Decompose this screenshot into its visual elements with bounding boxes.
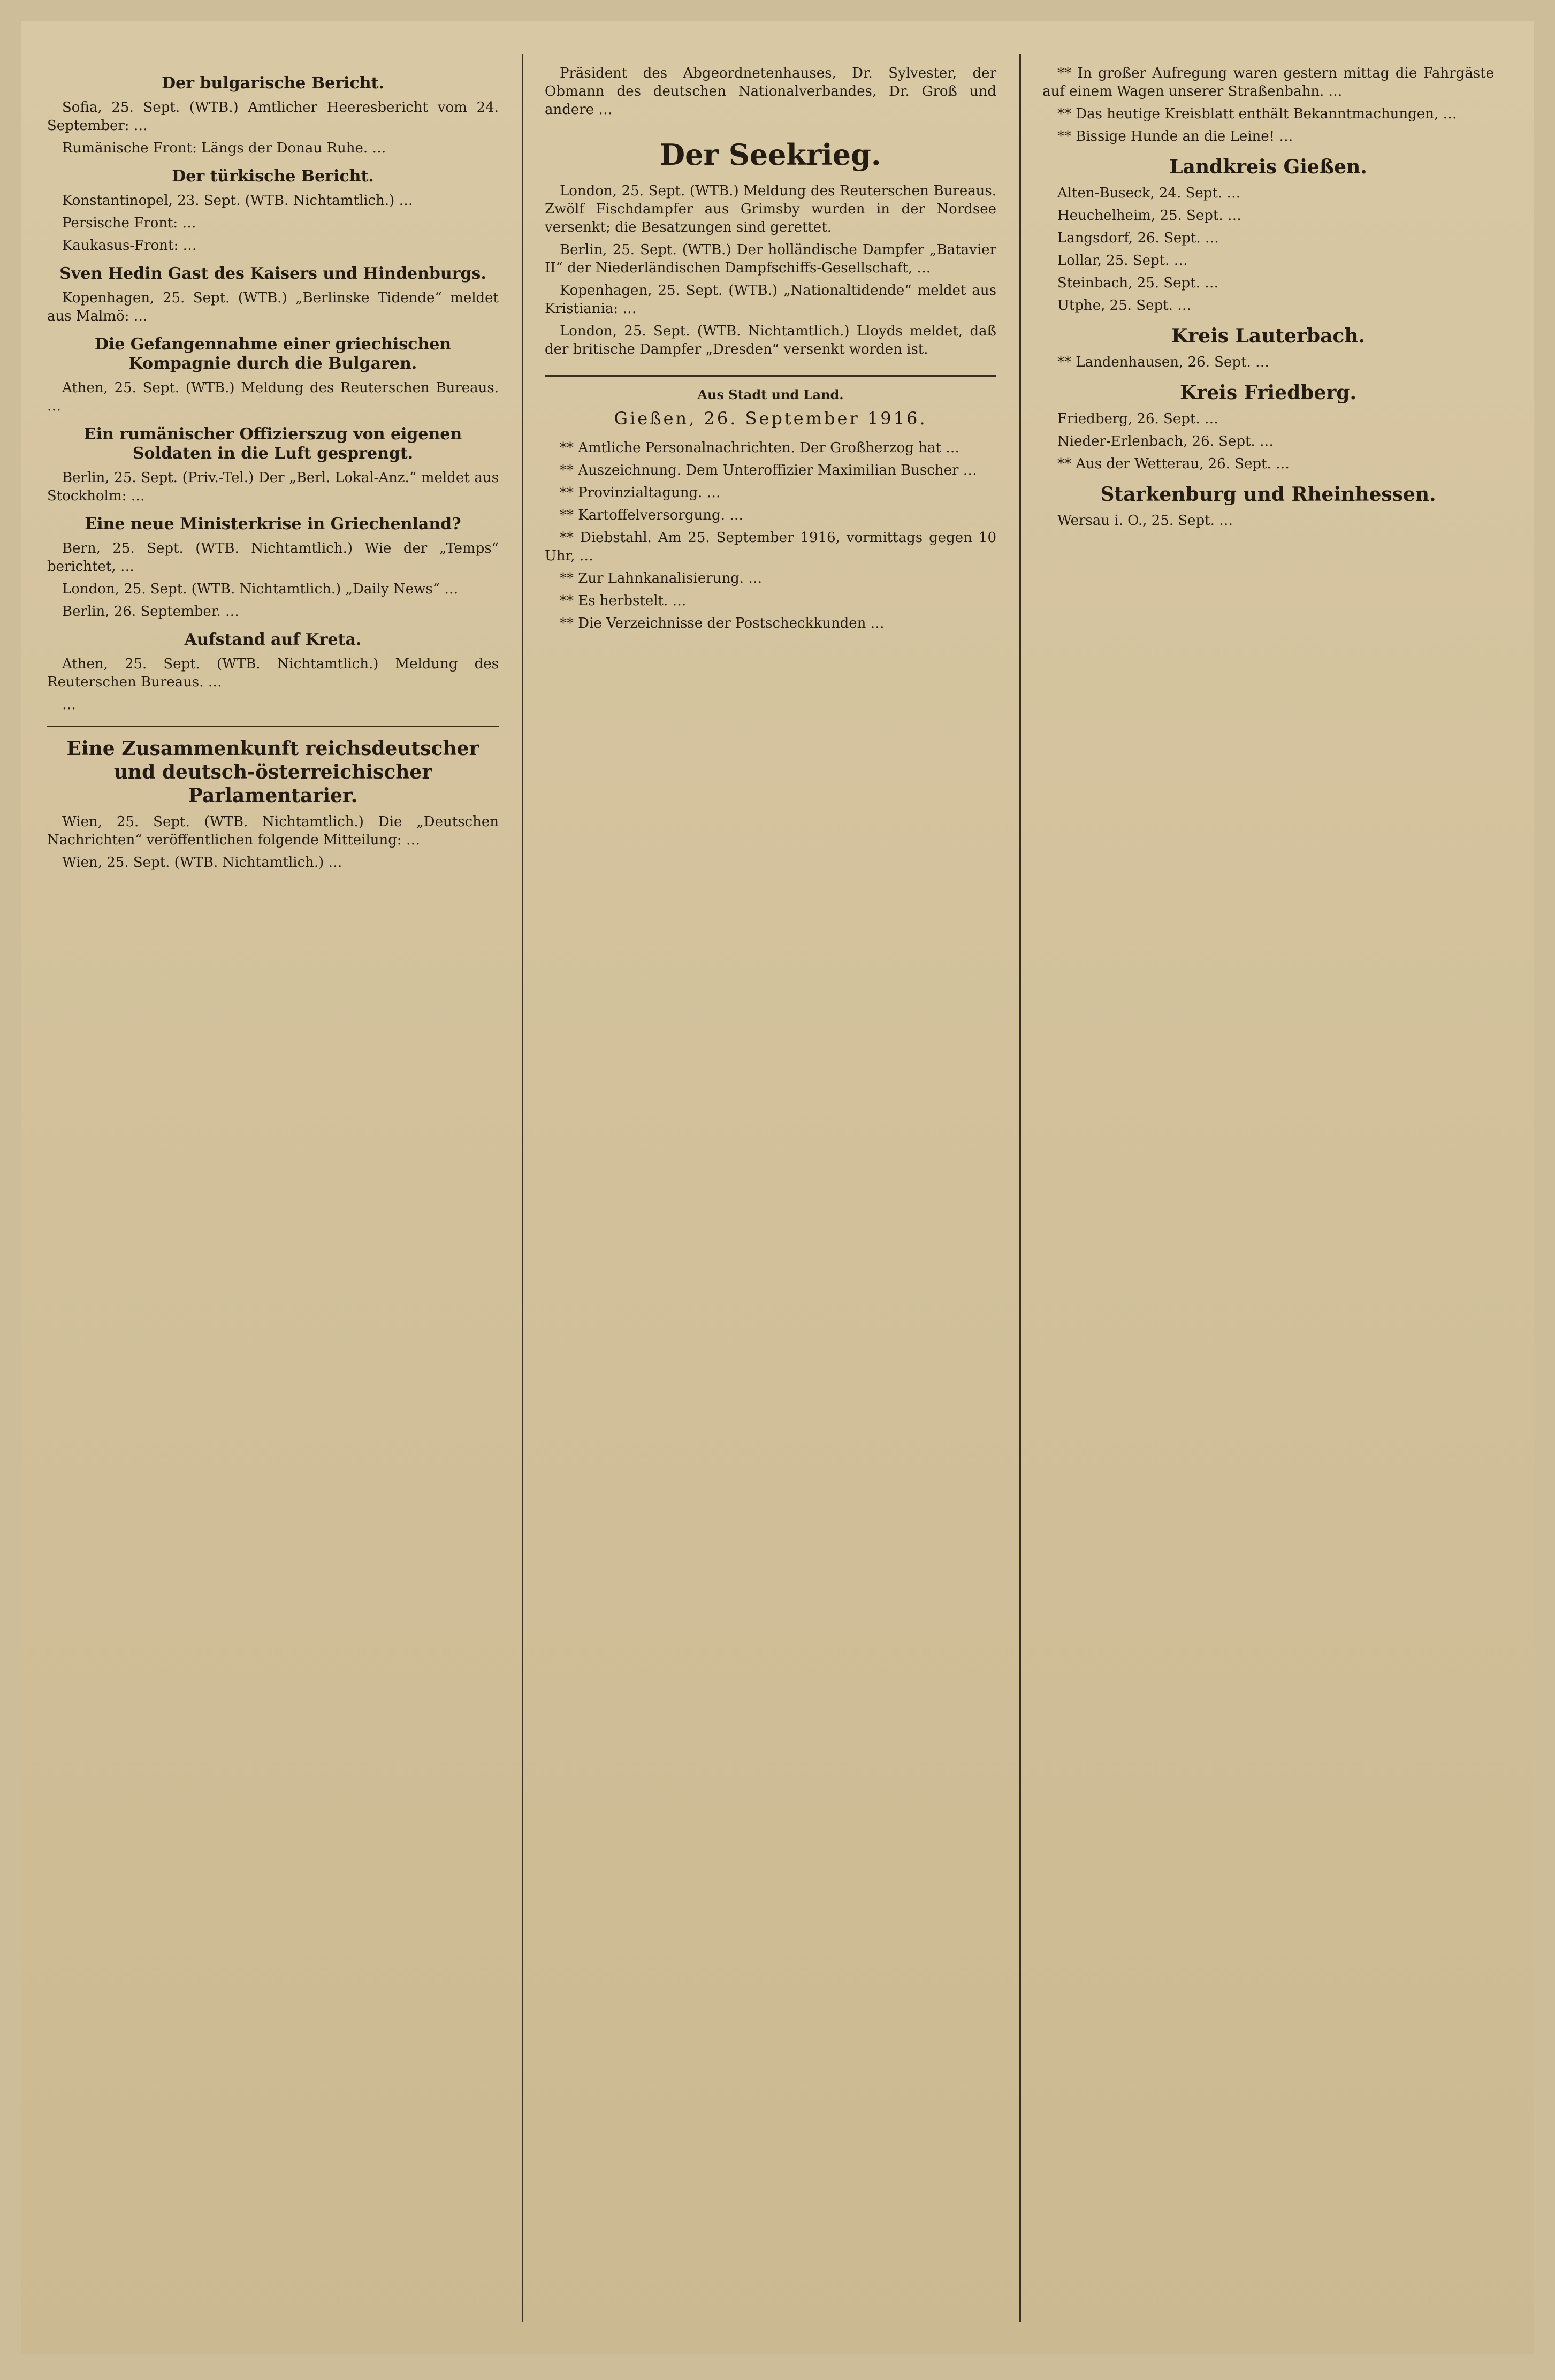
article-paragraph: Wersau i. O., 25. Sept. …: [1057, 513, 1233, 529]
article-paragraph: ** Provinzialtagung. …: [560, 485, 721, 501]
section-divider: [545, 375, 996, 377]
article-heading: Die Gefangennahme einer griechischen Kompagnie durch die Bulgaren.: [94, 335, 452, 373]
article-paragraph: Wien, 25. Sept. (WTB. Nichtamtlich.) …: [62, 855, 342, 871]
article-paragraph: London, 25. Sept. (WTB.) Meldung des Reuterschen Bureaus. Zwölf Fischdampfer aus Grimsby wurden in der Nordsee versenkt; die Besatzungen sind gerettet.: [545, 183, 996, 235]
column-left: [37, 64, 508, 2322]
dateline: Gießen, 26. September 1916.: [614, 408, 927, 429]
article-paragraph: Wien, 25. Sept. (WTB. Nichtamtlich.) Die „Deutschen Nachrichten“ veröffentlichen folgende Mitteilung: …: [47, 814, 499, 848]
article-paragraph: Berlin, 26. September. …: [62, 604, 239, 620]
article-paragraph: Präsident des Abgeordnetenhauses, Dr. Sylvester, der Obmann des deutschen Nationalverbandes, Dr. Groß und andere …: [545, 65, 996, 118]
article-paragraph: Heuchelheim, 25. Sept. …: [1057, 208, 1241, 224]
article-heading: Eine neue Ministerkrise in Griechenland?: [85, 515, 461, 533]
article-paragraph: Friedberg, 26. Sept. …: [1057, 411, 1218, 427]
article-paragraph: ** Amtliche Personalnachrichten. Der Großherzog hat …: [560, 440, 960, 456]
article-paragraph: …: [62, 697, 76, 713]
article-paragraph: Langsdorf, 26. Sept. …: [1057, 230, 1219, 246]
article-paragraph: ** Zur Lahnkanalisierung. …: [560, 570, 763, 586]
article-paragraph: London, 25. Sept. (WTB. Nichtamtlich.) Lloyds meldet, daß der britische Dampfer „Dresden“ versenkt worden ist.: [545, 323, 996, 357]
column-rule: [522, 54, 523, 2322]
article-paragraph: Lollar, 25. Sept. …: [1057, 253, 1188, 269]
article-paragraph: Steinbach, 25. Sept. …: [1057, 275, 1219, 291]
column-right: [1033, 64, 1504, 2322]
section-heading-seekrieg: Der Seekrieg.: [660, 138, 881, 172]
section-heading: Landkreis Gießen.: [1169, 156, 1367, 178]
article-paragraph: Kopenhagen, 25. Sept. (WTB.) „Berlinske Tidende“ meldet aus Malmö: …: [47, 290, 499, 324]
article-heading: Ein rumänischer Offizierszug von eigenen Soldaten in die Luft gesprengt.: [83, 425, 462, 463]
article-paragraph: ** Aus der Wetterau, 26. Sept. …: [1057, 456, 1290, 472]
section-divider: [47, 726, 499, 727]
article-paragraph: Athen, 25. Sept. (WTB.) Meldung des Reuterschen Bureaus. …: [47, 380, 499, 414]
article-heading: Aufstand auf Kreta.: [184, 630, 362, 649]
column-rule: [1019, 54, 1021, 2322]
article-paragraph: Rumänische Front: Längs der Donau Ruhe. …: [62, 140, 386, 156]
article-paragraph: Berlin, 25. Sept. (Priv.-Tel.) Der „Berl. Lokal-Anz.“ meldet aus Stockholm: …: [47, 470, 499, 504]
article-heading: Der bulgarische Bericht.: [162, 74, 384, 93]
article-paragraph: ** Die Verzeichnisse der Postscheckkunden …: [560, 615, 885, 631]
article-paragraph: Alten-Buseck, 24. Sept. …: [1057, 185, 1241, 201]
article-paragraph: Athen, 25. Sept. (WTB. Nichtamtlich.) Meldung des Reuterschen Bureaus. …: [47, 656, 499, 690]
article-paragraph: ** Landenhausen, 26. Sept. …: [1057, 354, 1269, 370]
article-paragraph: Nieder-Erlenbach, 26. Sept. …: [1057, 433, 1274, 449]
article-paragraph: Sofia, 25. Sept. (WTB.) Amtlicher Heeresbericht vom 24. September: …: [47, 100, 499, 134]
newspaper-page: [21, 21, 1534, 2354]
article-paragraph: Utphe, 25. Sept. …: [1057, 298, 1192, 314]
article-paragraph: Persische Front: …: [62, 215, 196, 231]
article-paragraph: Kaukasus-Front: …: [62, 238, 197, 254]
article-heading: Eine Zusammenkunft reichsdeutscher und deutsch-österreichischer Parlamentarier.: [66, 737, 479, 807]
section-heading-stadt-und-land: Aus Stadt und Land.: [697, 387, 844, 402]
article-paragraph: ** Diebstahl. Am 25. September 1916, vormittags gegen 10 Uhr, …: [545, 530, 996, 564]
section-heading: Kreis Friedberg.: [1179, 382, 1357, 404]
article-paragraph: Kopenhagen, 25. Sept. (WTB.) „Nationaltidende“ meldet aus Kristiania: …: [545, 283, 996, 317]
article-paragraph: ** Bissige Hunde an die Leine! …: [1057, 128, 1293, 144]
column-middle: [535, 64, 1006, 2322]
section-heading: Starkenburg und Rheinhessen.: [1100, 483, 1436, 506]
article-paragraph: ** In großer Aufregung waren gestern mittag die Fahrgäste auf einem Wagen unserer Straßenbahn. …: [1042, 65, 1494, 100]
article-paragraph: ** Auszeichnung. Dem Unteroffizier Maximilian Buscher …: [560, 462, 977, 478]
article-paragraph: ** Das heutige Kreisblatt enthält Bekanntmachungen, …: [1057, 106, 1457, 122]
article-paragraph: London, 25. Sept. (WTB. Nichtamtlich.) „Daily News“ …: [62, 581, 459, 597]
article-paragraph: Konstantinopel, 23. Sept. (WTB. Nichtamtlich.) …: [62, 193, 413, 209]
article-paragraph: ** Es herbstelt. …: [560, 593, 687, 609]
section-heading: Kreis Lauterbach.: [1171, 325, 1366, 347]
article-heading: Der türkische Bericht.: [172, 167, 374, 186]
article-paragraph: Bern, 25. Sept. (WTB. Nichtamtlich.) Wie der „Temps“ berichtet, …: [47, 540, 499, 575]
article-heading: Sven Hedin Gast des Kaisers und Hindenburgs.: [59, 264, 486, 283]
article-paragraph: ** Kartoffelversorgung. …: [560, 507, 744, 523]
article-paragraph: Berlin, 25. Sept. (WTB.) Der holländische Dampfer „Batavier II“ der Niederländischen Dampfschiffs-Gesellschaft, …: [545, 242, 996, 276]
